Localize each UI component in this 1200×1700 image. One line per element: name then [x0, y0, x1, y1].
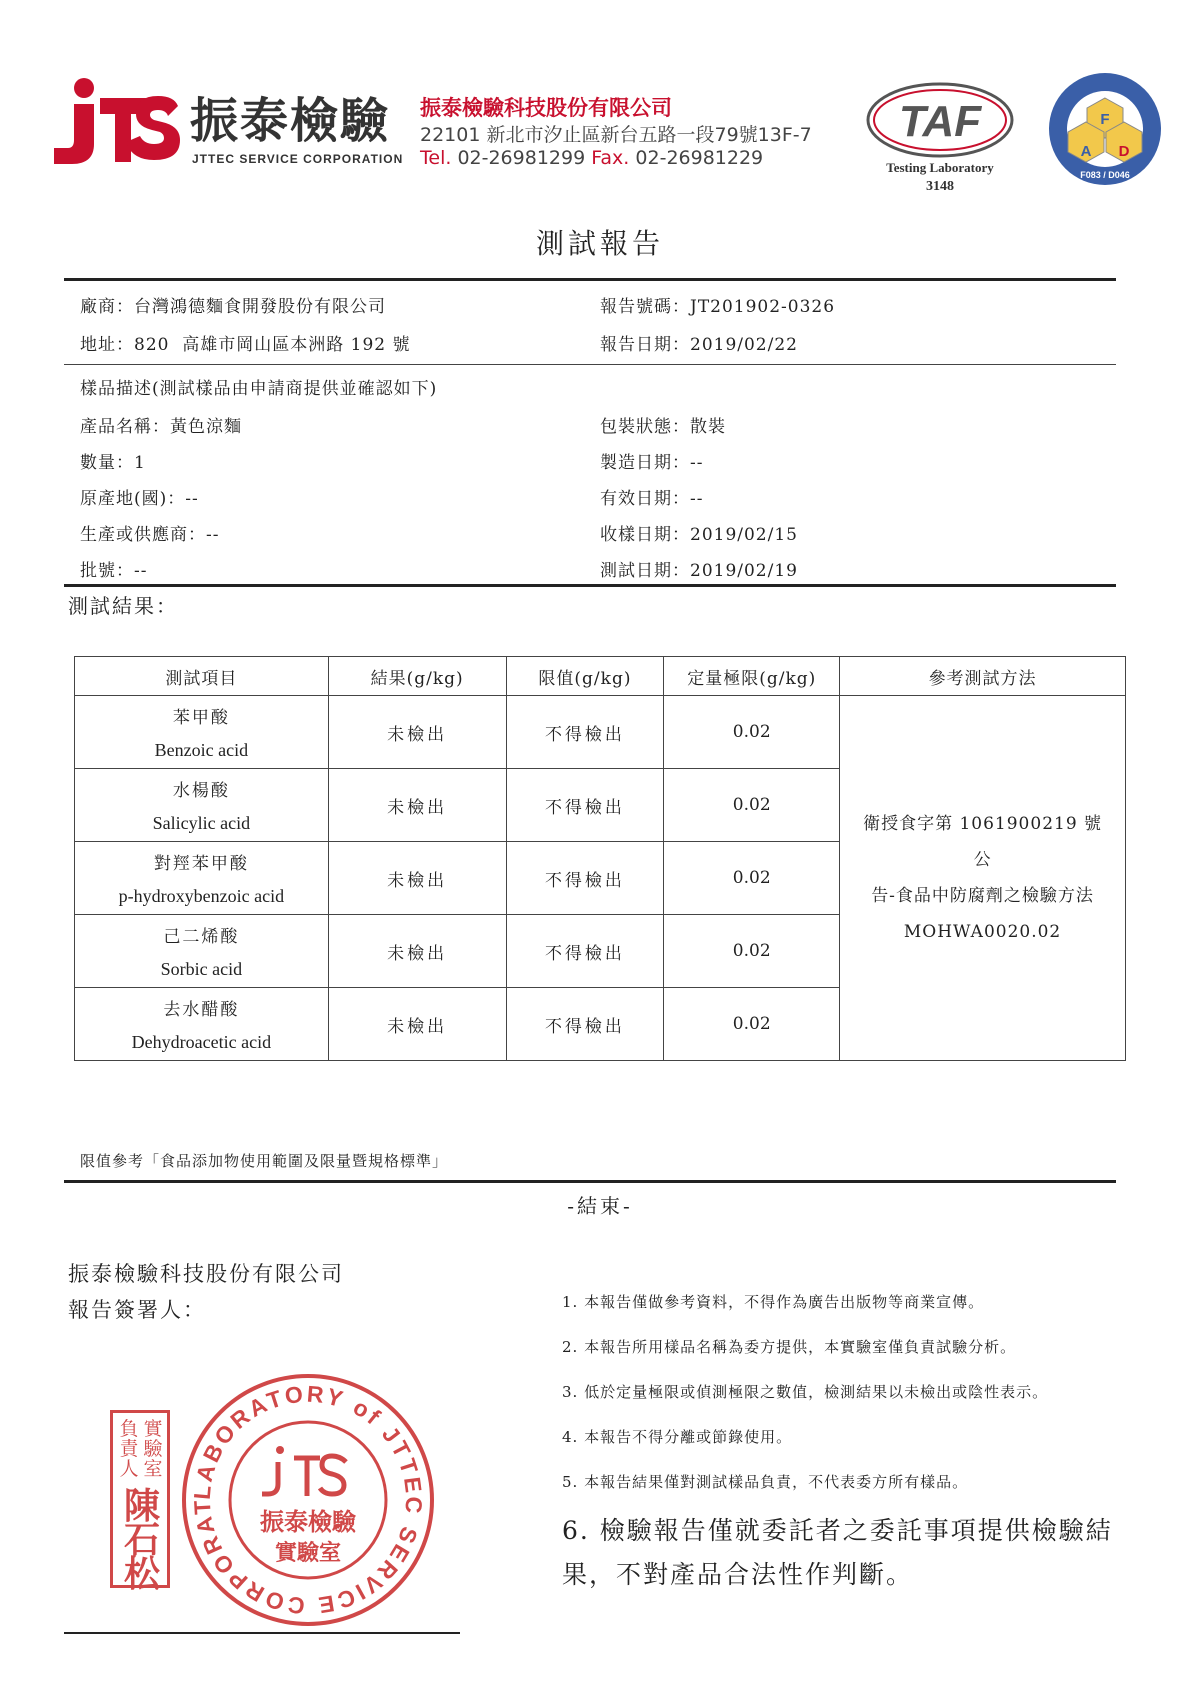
- seal-text-cn: 振泰檢驗: [260, 1508, 356, 1536]
- test-item-cn: 苯甲酸: [172, 708, 230, 728]
- test-item-cell: [75, 915, 329, 988]
- manufacturer-value: 台灣鴻德麵食開發股份有限公司: [134, 297, 386, 317]
- test-item-en: Benzoic acid: [154, 740, 249, 760]
- product-name-value: 黃色涼麵: [170, 417, 242, 437]
- report-date-field: [600, 330, 798, 355]
- company-name: 振泰檢驗科技股份有限公司: [420, 96, 672, 120]
- column-header: 結果(g/kg): [328, 657, 506, 696]
- divider: [64, 584, 1116, 587]
- test-item-en: Sorbic acid: [160, 959, 243, 979]
- packaging-label: 包裝狀態 ：: [600, 417, 690, 437]
- loq-cell: 0.02: [664, 769, 840, 842]
- signature-line: [64, 1632, 460, 1634]
- note-item: 4. 本報告不得分離或節錄使用。: [562, 1428, 793, 1446]
- test-date-label: 測試日期 ：: [600, 561, 690, 581]
- report-date-label: 報告日期 ：: [600, 335, 690, 355]
- svg-text:F: F: [1100, 111, 1110, 128]
- column-header: 限值(g/kg): [506, 657, 664, 696]
- producer-label: 生產或供應商 ：: [80, 525, 206, 545]
- results-table: [74, 656, 1126, 1061]
- fax-value: 02-26981229: [635, 147, 764, 169]
- result-cell: 未檢出: [328, 842, 506, 915]
- loq-cell: 0.02: [664, 915, 840, 988]
- limit-cell: 不得檢出: [506, 696, 664, 769]
- loq-cell: 0.02: [664, 842, 840, 915]
- taf-accreditation-logo: [862, 78, 1018, 196]
- note-item: 1. 本報告僅做參考資料，不得作為廣告出版物等商業宣傳。: [562, 1293, 985, 1311]
- received-date-field: [600, 520, 798, 545]
- packaging-value: 散裝: [690, 417, 726, 437]
- received-date-label: 收樣日期 ：: [600, 525, 690, 545]
- product-name-field: [80, 412, 242, 437]
- limit-reference: 限值參考「食品添加物使用範圍及限量暨規格標準」: [80, 1152, 449, 1170]
- divider: [64, 364, 1116, 365]
- batch-value: --: [134, 561, 148, 581]
- origin-label: 原產地(國) ：: [80, 489, 185, 509]
- taf-caption: Testing Laboratory: [886, 160, 994, 175]
- test-item-cell: [75, 842, 329, 915]
- expiry-date-field: [600, 484, 704, 509]
- company-address: 22101 新北市汐止區新台五路一段79號13F-7: [420, 124, 812, 146]
- fda-code: F083 / D046: [1080, 170, 1130, 180]
- address-value: 820 高雄市岡山區本洲路 192 號: [134, 335, 411, 355]
- quantity-value: 1: [134, 453, 146, 473]
- loq-cell: 0.02: [664, 988, 840, 1061]
- document-title: 測試報告: [535, 227, 664, 260]
- manufacturer-field: [80, 292, 386, 317]
- limit-cell: 不得檢出: [506, 769, 664, 842]
- report-number-value: JT201902-0326: [690, 297, 836, 317]
- sample-description: 樣品描述(測試樣品由申請商提供並確認如下): [80, 379, 438, 399]
- signer-label: 報告簽署人：: [68, 1298, 206, 1322]
- jts-logo-icon: [44, 76, 184, 166]
- responsible-person-stamp: 負 實責 驗人 室 陳石松: [110, 1410, 170, 1588]
- svg-text:LABORATORY of JTTEC SERVICE CO: LABORATORY of JTTEC SERVICE CORPORAT: [188, 1380, 428, 1620]
- test-item-cn: 去水醋酸: [163, 1000, 240, 1020]
- test-item-en: Dehydroacetic acid: [131, 1032, 272, 1052]
- producer-value: --: [206, 525, 220, 545]
- test-item-cell: [75, 988, 329, 1061]
- manufacture-date-label: 製造日期 ：: [600, 453, 690, 473]
- test-item-en: p-hydroxybenzoic acid: [118, 886, 285, 906]
- quantity-label: 數量 ：: [80, 453, 134, 473]
- note-item: 5. 本報告結果僅對測試樣品負責，不代表委方所有樣品。: [562, 1473, 969, 1491]
- notes-list: [562, 1280, 1122, 1597]
- seal-text-cn: 實驗室: [274, 1541, 342, 1566]
- result-cell: 未檢出: [328, 696, 506, 769]
- product-name-label: 產品名稱 ：: [80, 417, 170, 437]
- address-label: 地址 ：: [80, 335, 134, 355]
- received-date-value: 2019/02/15: [690, 525, 798, 545]
- fax-label: Fax.: [591, 147, 630, 169]
- report-date-value: 2019/02/22: [690, 335, 798, 355]
- batch-label: 批號 ：: [80, 561, 134, 581]
- fda-certification-badge: [1046, 70, 1164, 188]
- batch-field: [80, 556, 148, 581]
- packaging-field: [600, 412, 726, 437]
- producer-field: [80, 520, 220, 545]
- stamp-name: 陳石松: [123, 1485, 160, 1595]
- manufacture-date-field: [600, 448, 704, 473]
- quantity-field: [80, 448, 146, 473]
- result-cell: 未檢出: [328, 915, 506, 988]
- test-item-cn: 水楊酸: [172, 781, 230, 801]
- test-item-cn: 對羥苯甲酸: [153, 854, 249, 874]
- table-header-row: [75, 657, 1126, 696]
- limit-cell: 不得檢出: [506, 842, 664, 915]
- laboratory-seal-icon: [178, 1370, 438, 1630]
- method-line: 衛授食字第 1061900219 號公: [863, 814, 1103, 870]
- origin-field: [80, 484, 199, 509]
- column-header: 參考測試方法: [840, 657, 1126, 696]
- tel-value: 02-26981299: [457, 147, 586, 169]
- taf-text: TAF: [898, 97, 982, 146]
- table-row: [75, 696, 1126, 769]
- method-line: MOHWA0020.02: [903, 922, 1062, 942]
- limit-cell: 不得檢出: [506, 988, 664, 1061]
- test-item-cn: 己二烯酸: [163, 927, 240, 947]
- result-cell: 未檢出: [328, 769, 506, 842]
- column-header: 定量極限(g/kg): [664, 657, 840, 696]
- company-phone-fax: [420, 147, 763, 169]
- divider: [64, 1180, 1116, 1183]
- results-heading: 測試結果：: [68, 594, 178, 618]
- logo-text-en: JTTEC SERVICE CORPORATION: [192, 152, 404, 166]
- expiry-date-value: --: [690, 489, 704, 509]
- test-item-en: Salicylic acid: [152, 813, 251, 833]
- manufacturer-label: 廠商 ：: [80, 297, 134, 317]
- report-number-field: [600, 292, 835, 317]
- origin-value: --: [185, 489, 199, 509]
- expiry-date-label: 有效日期 ：: [600, 489, 690, 509]
- note-item: 3. 低於定量極限或偵測極限之數值，檢測結果以未檢出或陰性表示。: [562, 1383, 1049, 1401]
- loq-cell: 0.02: [664, 696, 840, 769]
- address-field: [80, 330, 411, 355]
- note-item: 6. 檢驗報告僅就委託者之委託事項提供檢驗結果，不對產品合法性作判斷。: [562, 1516, 1113, 1589]
- svg-text:A: A: [1080, 143, 1092, 160]
- result-cell: 未檢出: [328, 988, 506, 1061]
- svg-text:D: D: [1118, 143, 1130, 160]
- divider: [64, 278, 1116, 281]
- test-item-cell: [75, 696, 329, 769]
- method-line: 告-食品中防腐劑之檢驗方法: [871, 886, 1094, 906]
- test-date-value: 2019/02/19: [690, 561, 798, 581]
- test-item-cell: [75, 769, 329, 842]
- column-header: 測試項目: [75, 657, 329, 696]
- test-date-field: [600, 556, 798, 581]
- report-number-label: 報告號碼 ：: [600, 297, 690, 317]
- manufacture-date-value: --: [690, 453, 704, 473]
- logo-text-cn: 振泰檢驗: [190, 93, 391, 149]
- note-item: 2. 本報告所用樣品名稱為委方提供，本實驗室僅負責試驗分析。: [562, 1338, 1017, 1356]
- signature-company: 振泰檢驗科技股份有限公司: [68, 1262, 344, 1286]
- tel-label: Tel.: [420, 147, 452, 169]
- taf-number: 3148: [926, 179, 954, 194]
- method-cell: [840, 696, 1126, 1061]
- end-mark: -結束-: [567, 1194, 633, 1218]
- limit-cell: 不得檢出: [506, 915, 664, 988]
